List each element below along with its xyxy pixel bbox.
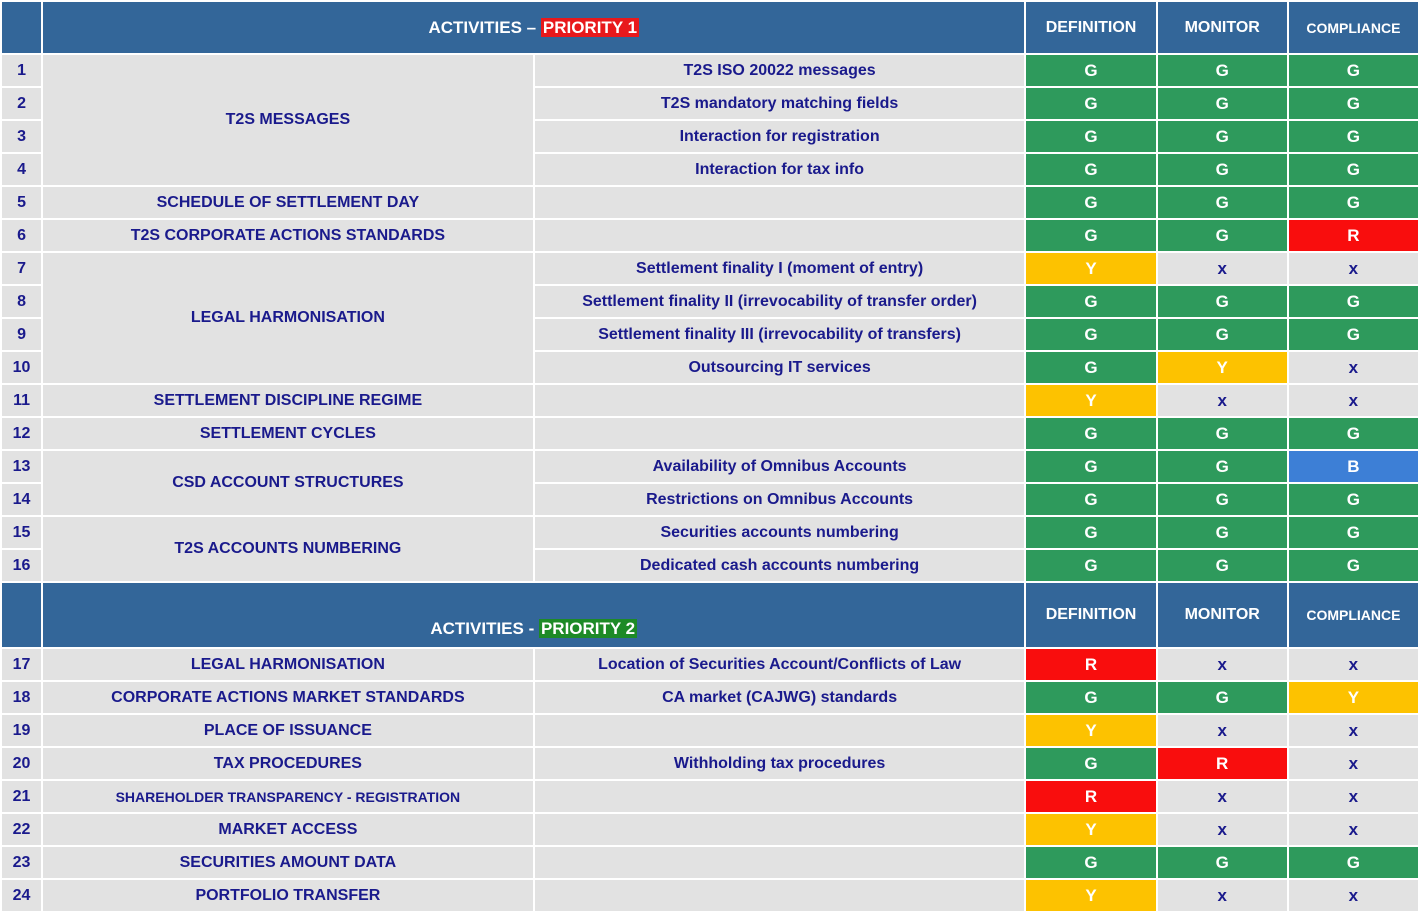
definition-status: G: [1026, 352, 1155, 383]
monitor-status: G: [1158, 88, 1287, 119]
compliance-status: G: [1289, 286, 1418, 317]
compliance-status: x: [1289, 748, 1418, 779]
monitor-status: G: [1158, 121, 1287, 152]
monitor-status: x: [1158, 814, 1287, 845]
compliance-status: G: [1289, 88, 1418, 119]
group-label: SECURITIES AMOUNT DATA: [43, 847, 533, 878]
priority1-title: [43, 2, 1024, 53]
table-row: [2, 847, 1418, 878]
table-row: [2, 55, 1418, 86]
group-label: T2S MESSAGES: [43, 55, 533, 185]
compliance-status: x: [1289, 649, 1418, 680]
compliance-status: G: [1289, 121, 1418, 152]
compliance-status: x: [1289, 385, 1418, 416]
monitor-status: R: [1158, 748, 1287, 779]
row-number: 1: [2, 55, 41, 86]
table-row: [2, 220, 1418, 251]
compliance-status: x: [1289, 814, 1418, 845]
group-label: PORTFOLIO TRANSFER: [43, 880, 533, 911]
monitor-status: G: [1158, 154, 1287, 185]
group-label: SETTLEMENT CYCLES: [43, 418, 533, 449]
definition-status: G: [1026, 55, 1155, 86]
monitor-status: G: [1158, 319, 1287, 350]
group-label: TAX PROCEDURES: [43, 748, 533, 779]
monitor-status: Y: [1158, 352, 1287, 383]
group-label: LEGAL HARMONISATION: [43, 253, 533, 383]
definition-status: Y: [1026, 880, 1155, 911]
table-row: [2, 187, 1418, 218]
group-label: MARKET ACCESS: [43, 814, 533, 845]
compliance-status: x: [1289, 352, 1418, 383]
group-label: SHAREHOLDER TRANSPARENCY - REGISTRATION: [43, 781, 533, 812]
monitor-status: x: [1158, 649, 1287, 680]
row-number: 4: [2, 154, 41, 185]
row-number: 15: [2, 517, 41, 548]
row-number: 10: [2, 352, 41, 383]
sub-activity: [535, 781, 1025, 812]
col-monitor: MONITOR: [1158, 583, 1287, 647]
sub-activity: Outsourcing IT services: [535, 352, 1025, 383]
table-row: [2, 715, 1418, 746]
compliance-status: G: [1289, 187, 1418, 218]
compliance-status: x: [1289, 880, 1418, 911]
definition-status: G: [1026, 847, 1155, 878]
compliance-status: Y: [1289, 682, 1418, 713]
row-number: 19: [2, 715, 41, 746]
definition-status: G: [1026, 748, 1155, 779]
monitor-status: x: [1158, 880, 1287, 911]
table-row: [2, 253, 1418, 284]
compliance-status: G: [1289, 847, 1418, 878]
group-label: LEGAL HARMONISATION: [43, 649, 533, 680]
monitor-status: G: [1158, 484, 1287, 515]
compliance-status: G: [1289, 319, 1418, 350]
col-definition: DEFINITION: [1026, 583, 1155, 647]
definition-status: G: [1026, 121, 1155, 152]
sub-activity: T2S mandatory matching fields: [535, 88, 1025, 119]
monitor-status: x: [1158, 715, 1287, 746]
sub-activity: [535, 847, 1025, 878]
sub-activity: Securities accounts numbering: [535, 517, 1025, 548]
monitor-status: G: [1158, 517, 1287, 548]
row-number: 14: [2, 484, 41, 515]
row-number: 11: [2, 385, 41, 416]
priority2-badge: PRIORITY 2: [540, 619, 636, 638]
row-number: 8: [2, 286, 41, 317]
sub-activity: Interaction for registration: [535, 121, 1025, 152]
sub-activity: Withholding tax procedures: [535, 748, 1025, 779]
col-compliance: COMPLIANCE: [1289, 2, 1418, 53]
group-label: T2S CORPORATE ACTIONS STANDARDS: [43, 220, 533, 251]
row-number: 22: [2, 814, 41, 845]
table-row: [2, 880, 1418, 911]
sub-activity: Settlement finality I (moment of entry): [535, 253, 1025, 284]
sub-activity: Interaction for tax info: [535, 154, 1025, 185]
priority1-badge: PRIORITY 1: [542, 17, 638, 37]
col-monitor: MONITOR: [1158, 2, 1287, 53]
sub-activity: [535, 814, 1025, 845]
monitor-status: G: [1158, 550, 1287, 581]
group-label: CORPORATE ACTIONS MARKET STANDARDS: [43, 682, 533, 713]
row-number: 18: [2, 682, 41, 713]
monitor-status: G: [1158, 55, 1287, 86]
compliance-status: x: [1289, 781, 1418, 812]
definition-status: G: [1026, 154, 1155, 185]
sub-activity: [535, 418, 1025, 449]
definition-status: G: [1026, 187, 1155, 218]
row-number: 21: [2, 781, 41, 812]
table-row: [2, 451, 1418, 482]
definition-status: G: [1026, 484, 1155, 515]
table-row: [2, 814, 1418, 845]
header-corner: [2, 583, 41, 647]
compliance-status: G: [1289, 418, 1418, 449]
priority2-title-prefix: ACTIVITIES -: [430, 619, 539, 638]
definition-status: Y: [1026, 385, 1155, 416]
col-compliance: COMPLIANCE: [1289, 583, 1418, 647]
group-label: CSD ACCOUNT STRUCTURES: [43, 451, 533, 515]
group-label: SETTLEMENT DISCIPLINE REGIME: [43, 385, 533, 416]
compliance-status: G: [1289, 154, 1418, 185]
sub-activity: CA market (CAJWG) standards: [535, 682, 1025, 713]
compliance-status: x: [1289, 715, 1418, 746]
row-number: 24: [2, 880, 41, 911]
priority1-header-row: [2, 2, 1418, 53]
definition-status: Y: [1026, 814, 1155, 845]
definition-status: Y: [1026, 715, 1155, 746]
row-number: 3: [2, 121, 41, 152]
row-number: 9: [2, 319, 41, 350]
col-definition: DEFINITION: [1026, 2, 1155, 53]
definition-status: R: [1026, 649, 1155, 680]
sub-activity: Location of Securities Account/Conflicts of Law: [535, 649, 1025, 680]
compliance-status: R: [1289, 220, 1418, 251]
table-row: [2, 682, 1418, 713]
definition-status: G: [1026, 550, 1155, 581]
monitor-status: G: [1158, 187, 1287, 218]
definition-status: G: [1026, 220, 1155, 251]
row-number: 23: [2, 847, 41, 878]
monitor-status: G: [1158, 220, 1287, 251]
priority1-title-prefix: ACTIVITIES –: [428, 17, 541, 37]
row-number: 2: [2, 88, 41, 119]
sub-activity: [535, 880, 1025, 911]
priority2-header-row: [2, 583, 1418, 647]
definition-status: R: [1026, 781, 1155, 812]
table-row: [2, 385, 1418, 416]
compliance-status: G: [1289, 55, 1418, 86]
definition-status: G: [1026, 319, 1155, 350]
compliance-status: G: [1289, 484, 1418, 515]
definition-status: G: [1026, 418, 1155, 449]
sub-activity: [535, 715, 1025, 746]
compliance-status: G: [1289, 550, 1418, 581]
monitor-status: G: [1158, 847, 1287, 878]
table-row: [2, 418, 1418, 449]
definition-status: Y: [1026, 253, 1155, 284]
header-corner: [2, 2, 41, 53]
definition-status: G: [1026, 451, 1155, 482]
group-label: SCHEDULE OF SETTLEMENT DAY: [43, 187, 533, 218]
monitor-status: x: [1158, 781, 1287, 812]
sub-activity: Settlement finality III (irrevocability of transfers): [535, 319, 1025, 350]
sub-activity: [535, 385, 1025, 416]
sub-activity: Dedicated cash accounts numbering: [535, 550, 1025, 581]
definition-status: G: [1026, 286, 1155, 317]
monitor-status: G: [1158, 286, 1287, 317]
monitor-status: G: [1158, 418, 1287, 449]
row-number: 7: [2, 253, 41, 284]
row-number: 17: [2, 649, 41, 680]
row-number: 6: [2, 220, 41, 251]
row-number: 12: [2, 418, 41, 449]
table-row: [2, 748, 1418, 779]
monitor-status: G: [1158, 451, 1287, 482]
definition-status: G: [1026, 517, 1155, 548]
sub-activity: Settlement finality II (irrevocability of transfer order): [535, 286, 1025, 317]
table-row: [2, 649, 1418, 680]
monitor-status: x: [1158, 253, 1287, 284]
row-number: 20: [2, 748, 41, 779]
table-row: [2, 781, 1418, 812]
group-label: T2S ACCOUNTS NUMBERING: [43, 517, 533, 581]
sub-activity: Restrictions on Omnibus Accounts: [535, 484, 1025, 515]
definition-status: G: [1026, 682, 1155, 713]
row-number: 5: [2, 187, 41, 218]
row-number: 16: [2, 550, 41, 581]
compliance-status: B: [1289, 451, 1418, 482]
priority2-title: [43, 583, 1024, 647]
row-number: 13: [2, 451, 41, 482]
definition-status: G: [1026, 88, 1155, 119]
table-row: [2, 517, 1418, 548]
sub-activity: T2S ISO 20022 messages: [535, 55, 1025, 86]
monitor-status: G: [1158, 682, 1287, 713]
sub-activity: [535, 187, 1025, 218]
sub-activity: [535, 220, 1025, 251]
monitor-status: x: [1158, 385, 1287, 416]
compliance-status: G: [1289, 517, 1418, 548]
group-label: PLACE OF ISSUANCE: [43, 715, 533, 746]
sub-activity: Availability of Omnibus Accounts: [535, 451, 1025, 482]
compliance-status: x: [1289, 253, 1418, 284]
